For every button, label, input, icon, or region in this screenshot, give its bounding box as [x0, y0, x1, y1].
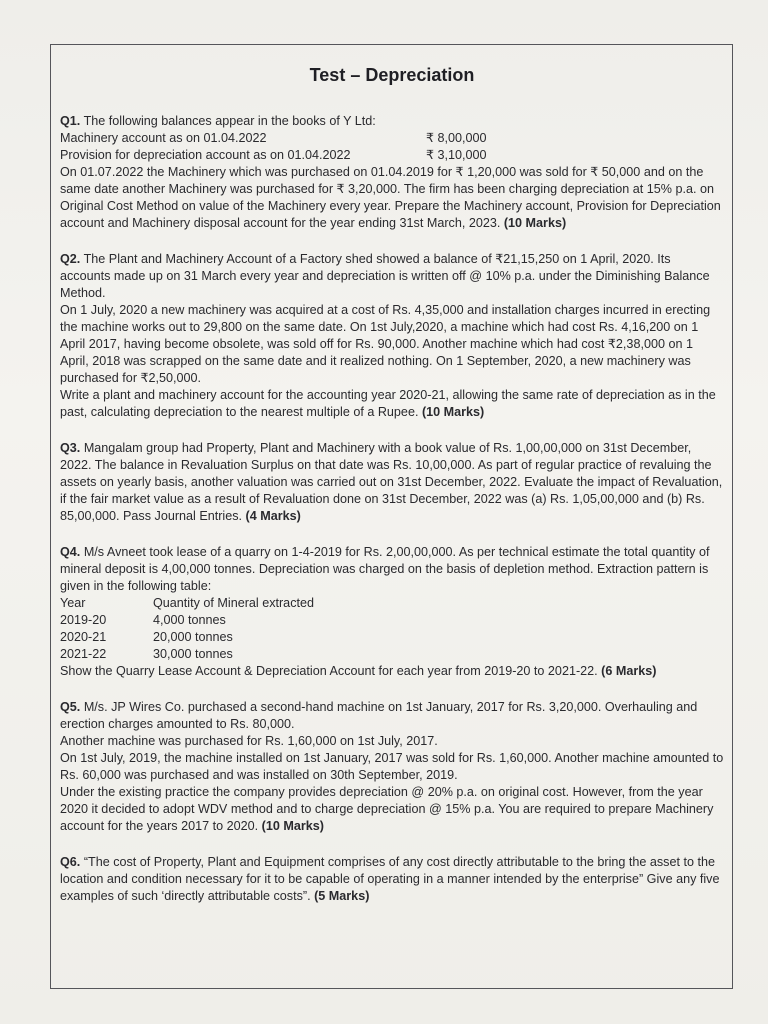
marks-label: (10 Marks)	[503, 216, 567, 230]
table-cell-year: 2020-21	[60, 630, 107, 644]
question-paragraph: On 1 July, 2020 a new machinery was acquired at a cost of Rs. 4,35,000 and installation charges incurred in erecting the machine works out to 29,800 on the same date. On 1st July,2020, a machine which had cost Rs. 4,16,200 on 1 April 2017, having become obsolete, was sold off for Rs. 90,000. Another machine which had cost ₹2,38,000 on 1 April, 2018 was scrapped on the same date and it realized nothing. On 1 September, 2020, a new machinery was purchased for ₹2,50,000.	[60, 303, 711, 385]
table-cell-year: 2021-22	[60, 647, 107, 661]
question-4	[60, 544, 724, 680]
document-body	[60, 64, 724, 924]
balance-row	[60, 130, 724, 147]
balance-value: ₹ 3,10,000	[426, 148, 487, 162]
question-body: M/s Avneet took lease of a quarry on 1-4-2019 for Rs. 2,00,00,000. As per technical estimate the total quantity of mineral deposit is 4,00,000 tonnes. Depreciation was charged on the basis of depletion method. Extraction pattern is given in the following table:	[60, 545, 710, 593]
question-number: Q5.	[60, 700, 81, 714]
table-row	[60, 612, 724, 629]
question-body: “The cost of Property, Plant and Equipment comprises of any cost directly attributable to the bring the asset to the location and condition necessary for it to be capable of operating in a manner intended by the enterprise” Give any five examples of such ‘directly attributable costs”.	[60, 855, 720, 903]
table-cell-quantity: 20,000 tonnes	[153, 630, 233, 644]
question-3	[60, 440, 724, 525]
question-paragraph: Write a plant and machinery account for the accounting year 2020-21, allowing the same rate of depreciation as in the past, calculating depreciation to the nearest multiple of a Rupee.	[60, 388, 716, 419]
question-paragraph: On 1st July, 2019, the machine installed on 1st January, 2017 was sold for Rs. 1,60,000. Another machine amounted to Rs. 60,000 was purchased and was installed on 30th September, 2019.	[60, 751, 724, 782]
question-number: Q2.	[60, 252, 81, 266]
question-intro: The following balances appear in the books of Y Ltd:	[83, 114, 376, 128]
question-6	[60, 854, 724, 905]
question-paragraph: M/s. JP Wires Co. purchased a second-hand machine on 1st January, 2017 for Rs. 3,20,000. Overhauling and erection charges amounted to Rs. 80,000.	[60, 700, 698, 731]
question-number: Q1.	[60, 114, 81, 128]
question-number: Q6.	[60, 855, 81, 869]
balance-label: Provision for depreciation account as on 01.04.2022	[60, 148, 351, 162]
question-2	[60, 251, 724, 421]
balance-value: ₹ 8,00,000	[426, 131, 487, 145]
marks-label: (6 Marks)	[601, 664, 657, 678]
table-header-year: Year	[60, 596, 86, 610]
question-1	[60, 113, 724, 232]
table-row	[60, 646, 724, 663]
table-cell-quantity: 30,000 tonnes	[153, 647, 233, 661]
question-paragraph: Under the existing practice the company provides depreciation @ 20% p.a. on original cost. However, from the year 2020 it decided to adopt WDV method and to charge depreciation @ 15% p.a. You are required to prepare Machinery account for the years 2017 to 2020.	[60, 785, 714, 833]
question-closing: Show the Quarry Lease Account & Depreciation Account for each year from 2019-20 to 2021-22.	[60, 664, 598, 678]
question-paragraph: Another machine was purchased for Rs. 1,60,000 on 1st July, 2017.	[60, 734, 438, 748]
table-cell-quantity: 4,000 tonnes	[153, 613, 226, 627]
question-number: Q3.	[60, 441, 81, 455]
marks-label: (5 Marks)	[314, 889, 370, 903]
marks-label: (10 Marks)	[261, 819, 324, 833]
question-body: On 01.07.2022 the Machinery which was purchased on 01.04.2019 for ₹ 1,20,000 was sold for ₹ 50,000 and on the same date another Machinery was purchased for ₹ 3,20,000. The firm has been charging depreciation at 15% p.a. on Original Cost Method on value of the Machinery every year. Prepare the Machinery account, Provision for Depreciation account and Machinery disposal account for the year ending 31st March, 2023.	[60, 165, 721, 230]
balance-row	[60, 147, 724, 164]
question-5	[60, 699, 724, 835]
marks-label: (10 Marks)	[421, 405, 485, 419]
table-cell-year: 2019-20	[60, 613, 107, 627]
table-row	[60, 629, 724, 646]
table-header-quantity: Quantity of Mineral extracted	[153, 596, 314, 610]
question-body: Mangalam group had Property, Plant and Machinery with a book value of Rs. 1,00,00,000 on 31st December, 2022. The balance in Revaluation Surplus on that date was Rs. 10,00,000. As part of regular practice of revaluing the assets on yearly basis, another valuation was carried out on 31st December, 2022. Evaluate the impact of Revaluation, if the fair market value as a result of Revaluation done on 31st December, 2022 was (a) Rs. 1,05,00,000 and (b) Rs. 85,00,000. Pass Journal Entries.	[60, 441, 723, 523]
table-header-row	[60, 595, 724, 612]
question-paragraph: The Plant and Machinery Account of a Factory shed showed a balance of ₹21,15,250 on 1 April, 2020. Its accounts made up on 31 March every year and depreciation is written off @ 10% p.a. under the Diminishing Balance Method.	[60, 252, 710, 300]
document-title: Test – Depreciation	[309, 65, 475, 85]
balance-label: Machinery account as on 01.04.2022	[60, 131, 267, 145]
marks-label: (4 Marks)	[245, 509, 301, 523]
question-number: Q4.	[60, 545, 81, 559]
